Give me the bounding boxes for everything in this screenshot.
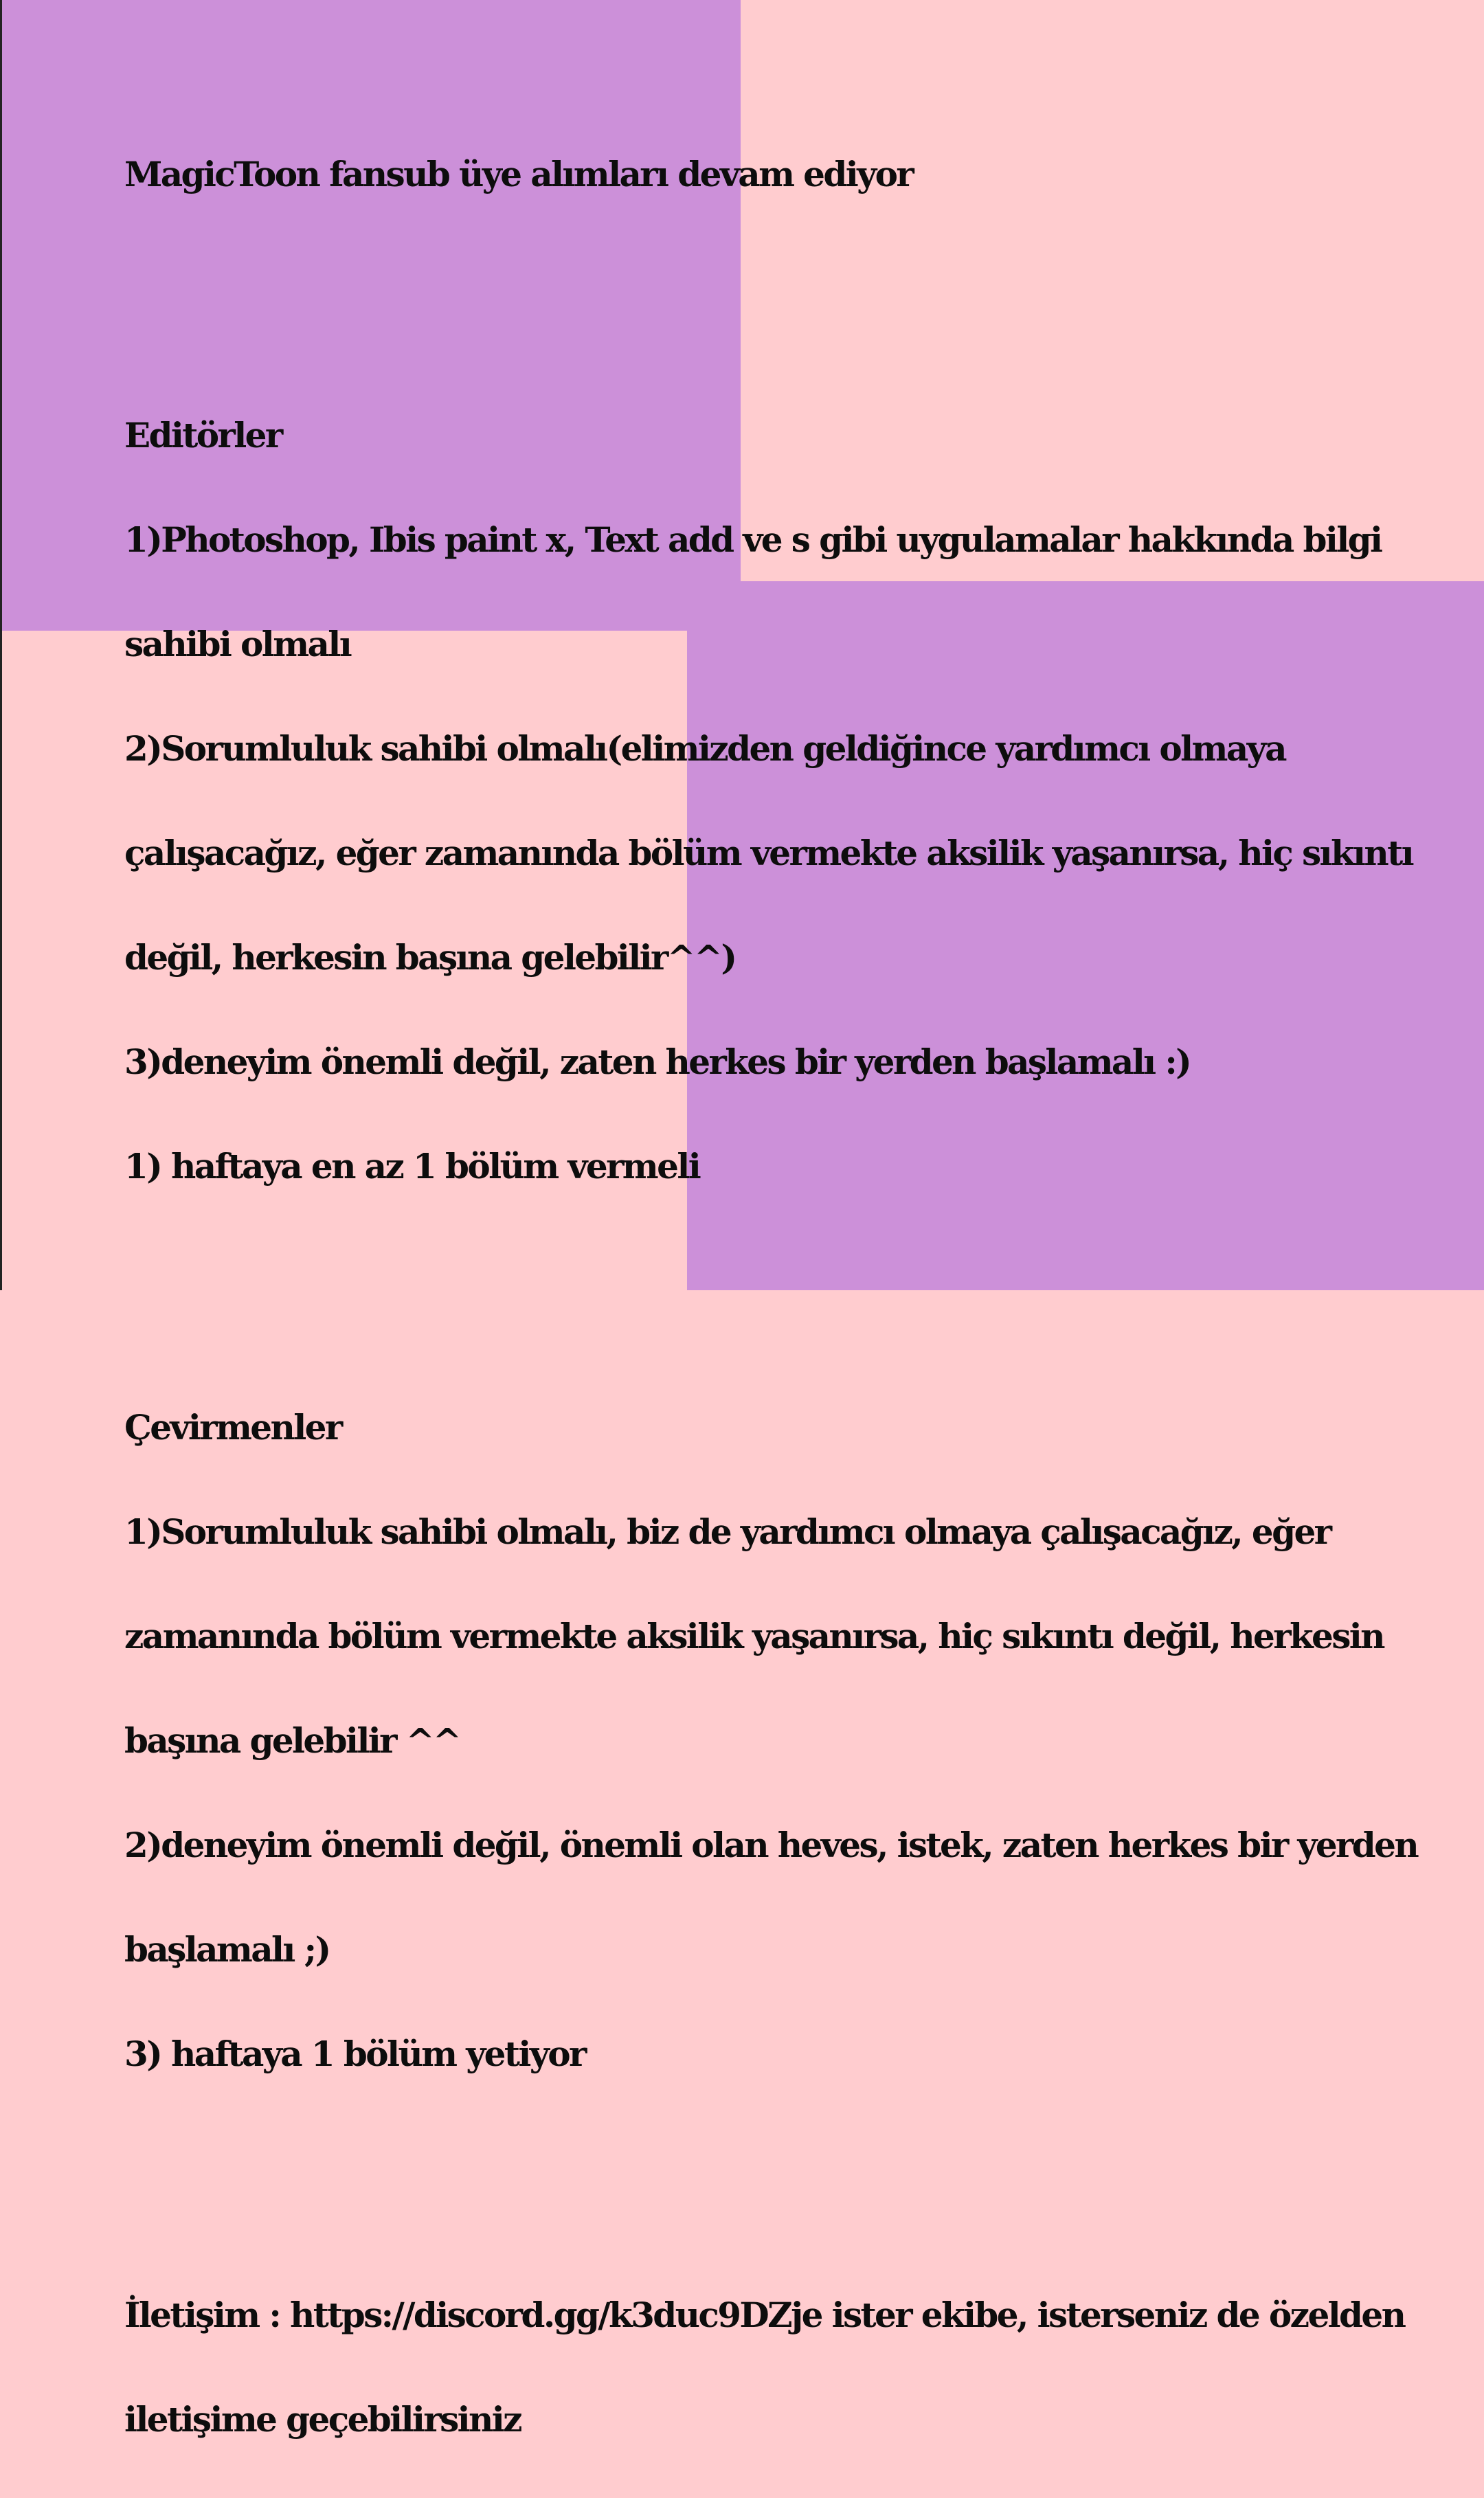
translators-heading: Çevirmenler [124, 1407, 341, 1448]
contact-line2: iletişime geçebilirsiniz [124, 2399, 521, 2440]
editors-item2-line2: çalışacağız, eğer zamanında bölüm vermekte aksilik yaşanırsa, hiç sıkıntı [124, 833, 1413, 873]
translators-item3: 3) haftaya 1 bölüm yetiyor [124, 2034, 585, 2074]
left-border-line [0, 0, 2, 1290]
translators-item2-line1: 2)deneyim önemli değil, önemli olan heves, istek, zaten herkes bir yerden [124, 1825, 1418, 1865]
editors-item3: 3)deneyim önemli değil, zaten herkes bir yerden başlamalı :) [124, 1042, 1191, 1082]
spacer [124, 253, 1443, 305]
translators-item1-line2: zamanında bölüm vermekte aksilik yaşanırsa, hiç sıkıntı değil, herkesin [124, 1616, 1384, 1656]
editors-item2-line3: değil, herkesin başına gelebilir^^) [124, 937, 736, 978]
editors-item2-line1: 2)Sorumluluk sahibi olmalı(elimizden geldiğince yardımcı olmaya [124, 728, 1285, 769]
translators-item2-line2: başlamalı ;) [124, 1929, 330, 1970]
translators-item1-line3: başına gelebilir ^^ [124, 1720, 460, 1761]
translators-item1-line1: 1)Sorumluluk sahibi olmalı, biz de yardımcı olmaya çalışacağız, eğer [124, 1511, 1331, 1552]
contact-line1: İletişim : https://discord.gg/k3duc9DZje ister ekibe, isterseniz de özelden [124, 2295, 1405, 2335]
editors-item4: 1) haftaya en az 1 bölüm vermeli [124, 1146, 700, 1186]
poster-text [124, 96, 1443, 2498]
spacer [124, 2133, 1443, 2185]
editors-item1-line2: sahibi olmalı [124, 624, 351, 664]
editors-item1-line1: 1)Photoshop, Ibis paint x, Text add ve s gibi uygulamalar hakkında bilgi [124, 519, 1382, 560]
editors-heading: Editörler [124, 415, 282, 455]
spacer [124, 1245, 1443, 1297]
poster-title: MagicToon fansub üye alımları devam ediyor [124, 154, 913, 194]
